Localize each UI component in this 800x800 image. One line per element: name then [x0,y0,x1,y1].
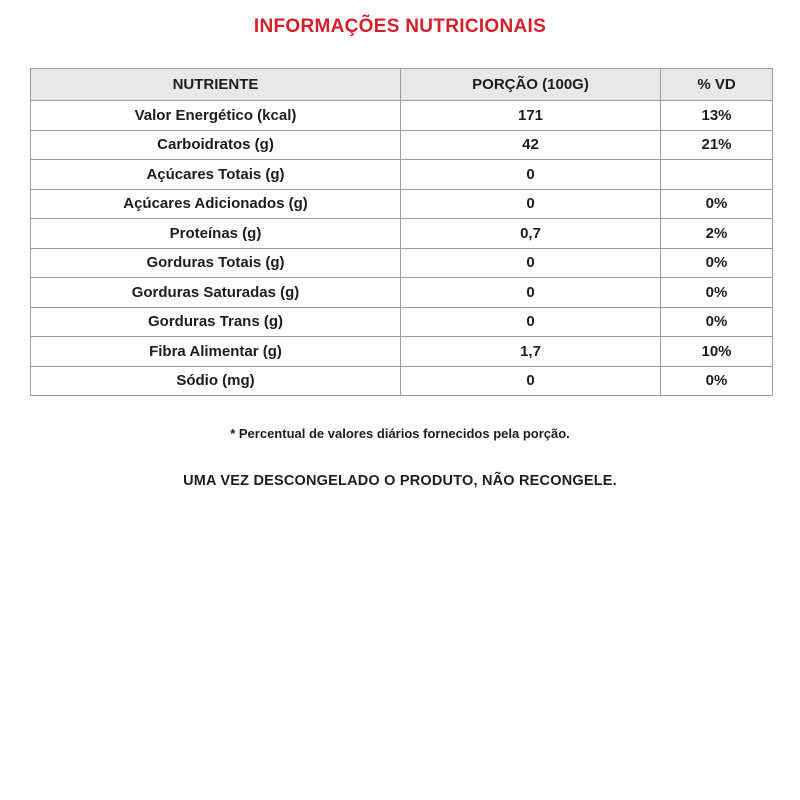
column-header-vd: % VD [661,69,773,101]
nutrition-table [30,68,773,396]
vd-value-cell: 0% [661,366,773,396]
page-title: INFORMAÇÕES NUTRICIONAIS [253,16,547,37]
nutrient-name-cell: Fibra Alimentar (g) [31,337,401,367]
vd-value-cell: 21% [661,130,773,160]
portion-value-cell: 0 [401,278,661,308]
portion-value-cell: 0,7 [401,219,661,249]
portion-value-cell: 0 [401,307,661,337]
nutrient-name-cell: Gorduras Totais (g) [31,248,401,278]
defrost-warning: UMA VEZ DESCONGELADO O PRODUTO, NÃO RECONGELE. [183,473,617,489]
nutrient-name-cell: Carboidratos (g) [31,130,401,160]
vd-value-cell: 0% [661,248,773,278]
portion-value-cell: 42 [401,130,661,160]
column-header-nutriente: NUTRIENTE [31,69,401,101]
vd-value-cell: 0% [661,307,773,337]
portion-value-cell: 0 [401,160,661,190]
table-row [31,337,773,367]
nutrient-name-cell: Sódio (mg) [31,366,401,396]
nutrient-name-cell: Proteínas (g) [31,219,401,249]
portion-value-cell: 0 [401,366,661,396]
column-header-porcao: PORÇÃO (100G) [401,69,661,101]
portion-value-cell: 0 [401,189,661,219]
table-row [31,130,773,160]
table-row [31,189,773,219]
portion-value-cell: 0 [401,248,661,278]
vd-value-cell: 10% [661,337,773,367]
table-row [31,248,773,278]
vd-value-cell: 0% [661,189,773,219]
table-row [31,307,773,337]
nutrient-name-cell: Valor Energético (kcal) [31,101,401,131]
vd-value-cell [661,160,773,190]
table-row [31,366,773,396]
table-row [31,160,773,190]
nutrient-name-cell: Açúcares Totais (g) [31,160,401,190]
daily-values-footnote: * Percentual de valores diários fornecidos pela porção. [230,426,570,441]
nutrient-name-cell: Gorduras Saturadas (g) [31,278,401,308]
table-row [31,219,773,249]
vd-value-cell: 2% [661,219,773,249]
table-row [31,278,773,308]
vd-value-cell: 13% [661,101,773,131]
portion-value-cell: 171 [401,101,661,131]
nutrient-name-cell: Gorduras Trans (g) [31,307,401,337]
nutrient-name-cell: Açúcares Adicionados (g) [31,189,401,219]
vd-value-cell: 0% [661,278,773,308]
table-header-row [31,69,773,101]
portion-value-cell: 1,7 [401,337,661,367]
table-row [31,101,773,131]
